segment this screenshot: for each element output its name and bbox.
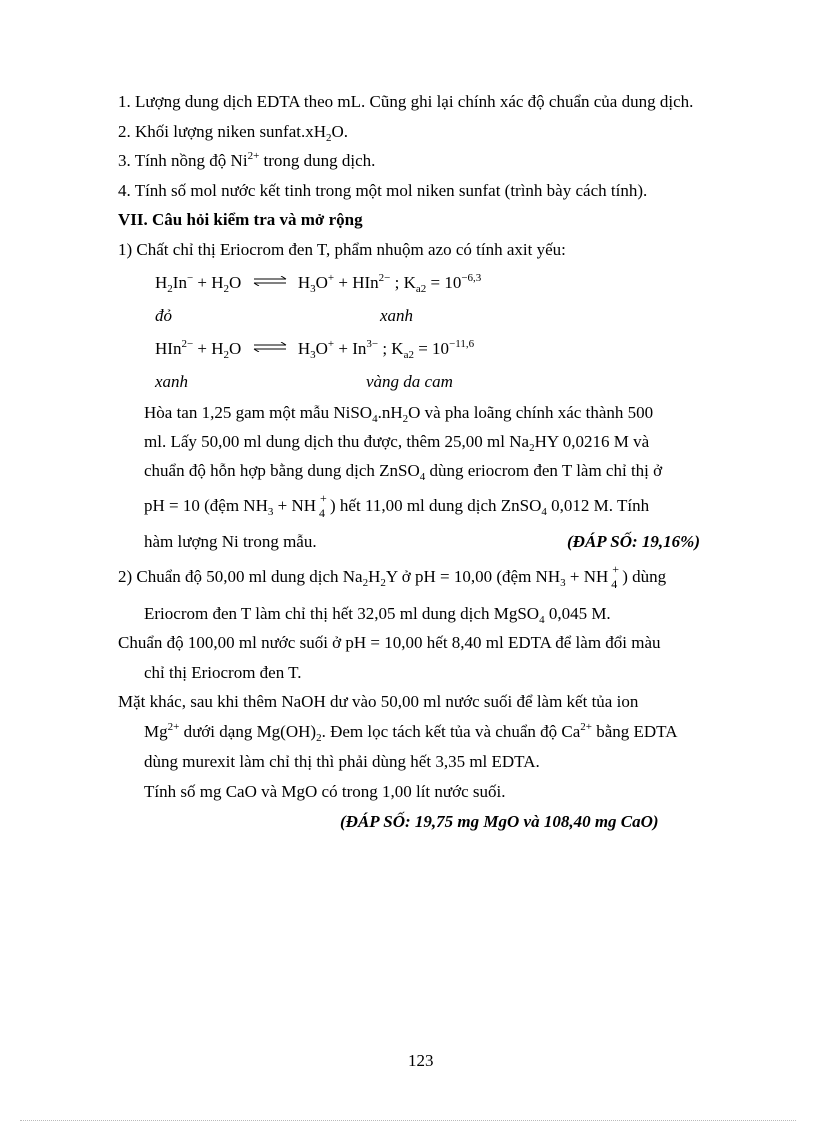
equilibrium-arrow-icon: [252, 342, 288, 352]
equilibrium-equation-1: $H_2In^- + H_2O$ $H_3O^+ + HIn^{2-}$ ; $K_{a2} = 10^{-6,3}$: [155, 272, 482, 295]
paragraph-line: Hòa tan 1,25 gam một mẫu $NiSO_4.nH_2O$ và pha loãng chính xác thành 500: [144, 403, 654, 425]
footer-divider: [20, 1120, 796, 1121]
paragraph-line: $Mg^{2+}$ dưới dạng $Mg(OH)_2$. Đem lọc tách kết tủa và chuẩn độ $Ca^{2+}$ bằng EDTA: [144, 721, 678, 744]
section-heading: VII. Câu hỏi kiểm tra và mở rộng: [118, 210, 363, 229]
page-number: 123: [408, 1051, 434, 1070]
question-intro: 1) Chất chỉ thị Eriocrom đen T, phẩm nhuộm azo có tính axit yếu:: [118, 240, 566, 259]
list-item: 4. Tính số mol nước kết tinh trong một mol niken sunfat (trình bày cách tính).: [118, 181, 648, 200]
paragraph-line: Chuẩn độ 100,00 ml nước suối ở pH = 10,00 hết 8,40 ml EDTA để làm đổi màu: [118, 633, 661, 652]
equilibrium-arrow-icon: [252, 276, 288, 286]
color-label: vàng da cam: [366, 372, 453, 391]
list-item: 2. Khối lượng niken $sunfat.xH_2O$.: [118, 122, 349, 144]
paragraph-line: dùng murexit làm chỉ thị thì phải dùng hết 3,35 ml EDTA.: [144, 752, 540, 771]
color-label: xanh: [380, 306, 414, 325]
answer-text: (ĐÁP SỐ: 19,75 mg MgO và 108,40 mg CaO): [340, 812, 659, 831]
color-label: đỏ: [155, 306, 172, 325]
list-item: 1. Lượng dung dịch EDTA theo mL. Cũng ghi lại chính xác độ chuẩn của dung dịch.: [118, 92, 694, 111]
paragraph-line: chỉ thị Eriocrom đen T.: [144, 663, 302, 682]
answer-text: (ĐÁP SỐ: 19,16%): [567, 532, 700, 551]
paragraph-line: chuẩn độ hỗn hợp bằng dung dịch ZnSO$_4$ dùng eriocrom đen T làm chỉ thị ở: [144, 461, 663, 483]
paragraph-line: Eriocrom đen T làm chỉ thị hết 32,05 ml dung dịch MgSO$_4$ 0,045 M.: [144, 604, 611, 626]
paragraph-line: 2) Chuẩn độ 50,00 ml dung dịch $Na_2H_2Y$ ở pH = 10,00 (đệm $NH_3$ + NH + 4 ) dùng: [118, 562, 667, 591]
paragraph-line: hàm lượng Ni trong mẫu.: [144, 532, 317, 551]
paragraph-line: Mặt khác, sau khi thêm NaOH dư vào 50,00 ml nước suối để làm kết tủa ion: [118, 692, 639, 711]
paragraph-line: ml. Lấy 50,00 ml dung dịch thu được, thêm 25,00 ml $Na_2HY$ 0,0216 M và: [144, 432, 650, 454]
list-item: 3. Tính nồng độ $Ni^{2+}$ trong dung dịch.: [118, 150, 376, 170]
equilibrium-equation-2: $HIn^{2-} + H_2O$ $H_3O^+ + In^{3-}$ ; $K_{a2} = 10^{-11,6}$: [155, 338, 475, 361]
paragraph-line: pH = 10 (đệm $NH_3$ + NH + 4 ) hết 11,00 ml dung dịch ZnSO$_4$ 0,012 M. Tính: [144, 491, 650, 520]
paragraph-line: Tính số mg CaO và MgO có trong 1,00 lít nước suối.: [144, 782, 506, 801]
color-label: xanh: [155, 372, 189, 391]
